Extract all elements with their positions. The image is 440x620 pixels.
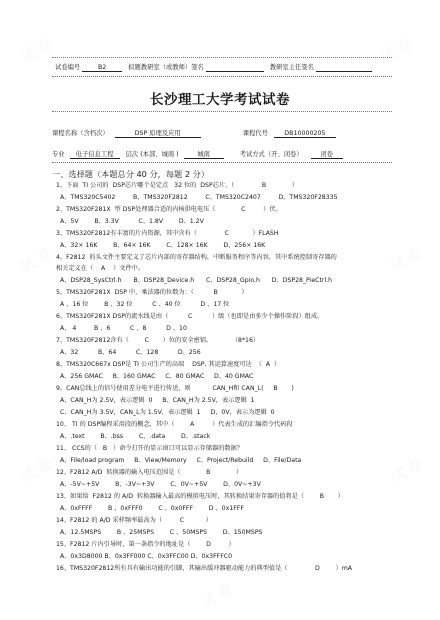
info-divider <box>52 162 392 163</box>
question-stem: 1、下面 TI 公司的 DSP芯片哪个是定点 32 位的 DSP芯片，（ B ） <box>56 182 298 189</box>
question-stem: 6、TMS320F281X DSP的流水线是由（ C ）级（也即是由多少个操作阶段）组成。 <box>56 313 324 320</box>
level-label: 层次 (本部、城南 ) <box>125 151 179 158</box>
title-divider <box>52 111 392 112</box>
watermark <box>17 453 55 487</box>
question-options: A、12.5MSPS B 、25MSPS C 、50MSPS D、150MSPS <box>60 529 263 536</box>
watermark <box>17 243 55 277</box>
paper-no-label: 试卷编号 <box>55 64 81 71</box>
exam-title: 长沙理工大学考试试卷 <box>150 92 290 108</box>
course-name: DSP 原理及应用 <box>115 128 201 138</box>
question-options: A、256 GMAC B、160 GMAC C、80 GMAC D、40 GMAC <box>60 373 254 380</box>
question-stem: 16、TMS320F2812所有具有输出功能的引脚，其输出缓冲器驱动能力的典型值是（ D ）mA <box>56 565 352 572</box>
course-name-label: 课程名称（含档次） <box>52 130 109 137</box>
question-stem: 13、如果给 F2812 的 A/D 转换器输入最高的模拟电压时，其转换结果寄存器的值将是（ B ） <box>56 493 344 500</box>
major-label: 专业 <box>52 151 65 158</box>
course-row <box>52 128 336 138</box>
question-stem: 8、TMS320C667x DSP是 TI 公司生产的高端 DSP, 其运算速度可达 （ A ） <box>56 361 281 368</box>
top-divider <box>52 57 392 58</box>
exam-mode-label: 考试方式（开、闭卷） <box>239 151 303 158</box>
section-heading: 一、选择题（本题总分 40 分，每题 2 分） <box>52 169 210 179</box>
question-options: A、0x3D8000 B、0x3FF000 C、0x3FFC00 D、0x3FFFC0 <box>60 553 233 560</box>
question-options: A、0xFFFF B 、0xFFF0 C 、0x0FFF D 、0x1FFF <box>60 505 244 512</box>
question-stem: 2、TMS320F281X 型 DSP处理器合适的内核供电电压（ C ）伏。 <box>56 206 282 213</box>
question-options: A、DSP28_SysCtrl.h B、DSP28_Device.h C、DSP28_Gpio.h D、DSP28_PieCtrl.h <box>60 277 333 284</box>
paper-no: B2 <box>82 64 122 72</box>
watermark <box>387 243 425 277</box>
watermark <box>387 453 425 487</box>
level: 城南 <box>184 149 224 159</box>
watermark <box>197 578 235 612</box>
setter-label: 拟题教研室（或教师）签名 <box>128 64 204 71</box>
question-stem: 9、CAN总线上的信号使用差分电平进行传送，则 CAN_H和 CAN_L( B ) <box>56 385 294 392</box>
director-label: 教研室主任签名 <box>269 64 314 71</box>
question-stem: 7、TMS320F2812含有（ C ）位的安全密钥。 （8*16） <box>56 337 260 344</box>
question-options: A、 4 B 、6 C 、8 D 、10 <box>60 325 187 332</box>
exam-mode: 闭卷 <box>311 149 343 159</box>
watermark <box>17 33 55 67</box>
question-stem: 10、 TI 的 DSP编程采用段的概念，其中（ A ）代表生成的汇编指令代码段 <box>56 421 293 428</box>
question-stem: 14、F2812 的 A/D 采样频率最高为（ C ） <box>56 517 212 524</box>
question-stem: 12、F2812 A/D 转换器的输入电压范围是（ B ） <box>56 469 243 476</box>
info-row <box>52 149 343 159</box>
question-options: A 、16 位 B 、32 位 C 、40 位 D 、17 位 <box>60 301 230 308</box>
major: 电子信息工程 <box>70 149 120 159</box>
question-options: A、5V B、3.3V C、1.8V D、1.2V <box>60 218 204 225</box>
question-options: A、CAN_H为 2.5V，表示逻辑 0 B、CAN_H为 2.5V，表示逻辑 1 <box>60 397 255 404</box>
question-options: A、32× 16K B、64× 16K C、128× 16K D、256× 16K <box>60 242 266 249</box>
question-stem: 11、 CCS的（ B ）命令打开的显示窗口可以显示存储器的数据？ <box>56 445 243 452</box>
question-options: A、.text B、.bss C、.data D、.stack <box>60 433 211 440</box>
question-stem: 相关定义在（ A ）文件中。 <box>56 265 145 272</box>
question-stem: 5、TMS320F281X DSP 中，乘法器的位数为：（ B ） <box>56 289 248 296</box>
header-divider <box>52 76 392 77</box>
question-options: A、TMS320C5402 B、TMS320F2812 C、TMS320C2407 D、TMS320F28335 <box>60 194 338 201</box>
course-code: DB10000205 <box>274 130 336 138</box>
question-stem: 3、TMS320F2812有丰富的片内资源，其中含有（ C ）FLASH <box>56 230 279 237</box>
question-options: A、-5V~+5V B、-3V~+3V C、0V~+5V D、0V~+3V <box>60 481 261 488</box>
course-code-label: 课程代号 <box>242 130 268 137</box>
question-options: A、32 B、64 C、128 D、256 <box>60 349 201 356</box>
paper-header <box>55 62 395 72</box>
question-options: A、File/load program B、View/Memory C、Project/Rebuild D、File/Data <box>60 457 302 464</box>
question-stem: 15、F2812 片内引导时，第一条指令的地址是（ D ） <box>56 541 235 548</box>
question-stem: 4、F2812 的头文件主要定义了芯片内部的寄存器结构，中断服务程序等内容，其中系统控制寄存器的 <box>56 254 337 261</box>
question-options: C、CAN_H为 3.5V，CAN_L为 1.5V，表示逻辑 1 D、0V，表示为逻辑 0 <box>60 409 275 416</box>
